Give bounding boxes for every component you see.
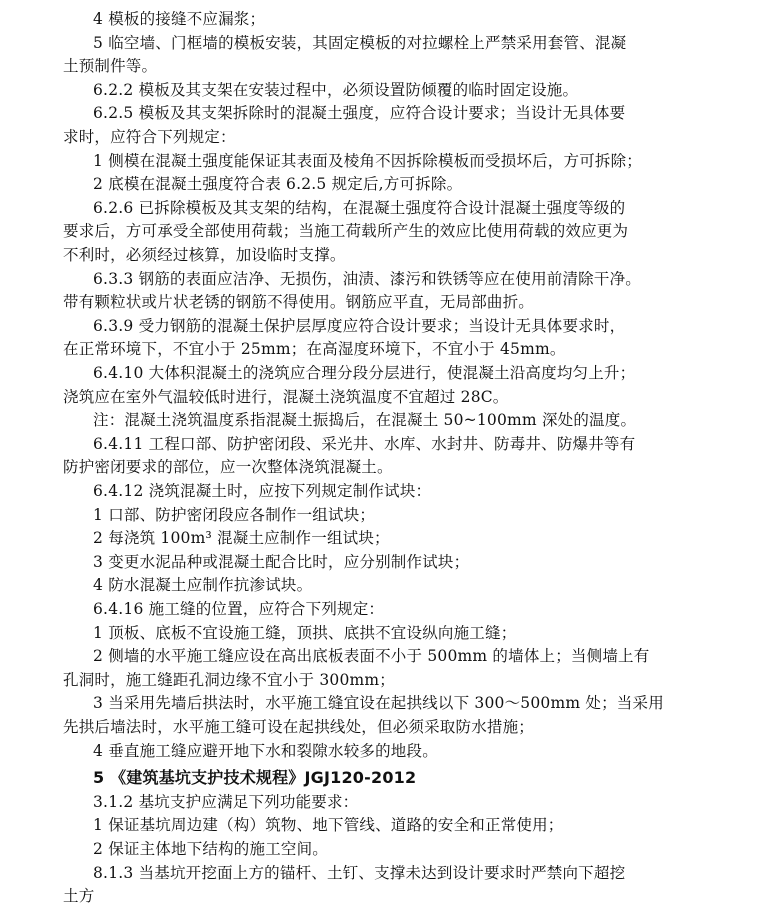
paragraph-line: 求时，应符合下列规定： [63, 128, 236, 146]
paragraph-line: 土预制件等。 [63, 57, 158, 76]
clause-6-2-2: 6.2.2 模板及其支架在安装过程中，必须设置防倾覆的临时固定设施。 [93, 80, 579, 99]
paragraph-line: 在正常环境下，不宜小于 25mm；在高湿度环境下，不宜小于 45mm。 [63, 340, 566, 359]
list-item: 3 当采用先墙后拱法时，水平施工缝宜设在起拱线以下 300～500mm 处；当采用 [93, 694, 664, 713]
clause-6-4-16: 6.4.16 施工缝的位置，应符合下列规定： [93, 600, 385, 618]
list-item: 1 顶板、底板不宜设施工缝，顶拱、底拱不宜设纵向施工缝； [93, 623, 517, 642]
list-item: 1 侧模在混凝土强度能保证其表面及棱角不因拆除模板而受损坏后，方可拆除； [93, 151, 642, 170]
clause-6-4-11: 6.4.11 工程口部、防护密闭段、采光井、水库、水封井、防毒井、防爆井等有 [93, 434, 636, 453]
list-item: 3 变更水泥品种或混凝土配合比时，应分别制作试块； [93, 552, 470, 571]
section-heading: 5 《建筑基坑支护技术规程》JGJ120-2012 [93, 768, 417, 788]
clause-6-3-3: 6.3.3 钢筋的表面应洁净、无损伤，油渍、漆污和铁锈等应在使用前清除干净。 [93, 269, 641, 288]
clause-6-4-10: 6.4.10 大体积混凝土的浇筑应合理分段分层进行，使混凝土沿高度均匀上升； [93, 364, 636, 382]
paragraph-line: 土方 [63, 887, 95, 906]
paragraph-line: 先拱后墙法时，水平施工缝可设在起拱线处，但必须采取防水措施； [63, 718, 535, 736]
clause-6-2-6: 6.2.6 已拆除模板及其支架的结构，在混凝土强度符合设计混凝土强度等级的 [93, 198, 626, 217]
paragraph-line: 浇筑应在室外气温较低时进行，混凝土浇筑温度不宜超过 28C。 [63, 387, 509, 406]
clause-6-2-5: 6.2.5 模板及其支架拆除时的混凝土强度，应符合设计要求；当设计无具体要 [93, 104, 626, 123]
paragraph-line: 带有颗粒状或片状老锈的钢筋不得使用。钢筋应平直，无局部曲折。 [63, 293, 535, 312]
paragraph-line: 不利时，必须经过核算，加设临时支撑。 [63, 246, 346, 264]
list-item: 4 垂直施工缝应避开地下水和裂隙水较多的地段。 [93, 741, 438, 760]
list-item: 2 侧墙的水平施工缝应设在高出底板表面不小于 500mm 的墙体上；当侧墙上有 [93, 647, 650, 666]
list-item: 2 每浇筑 100m³ 混凝土应制作一组试块； [93, 529, 390, 548]
list-item: 4 防水混凝土应制作抗渗试块。 [93, 576, 313, 595]
clause-8-1-3: 8.1.3 当基坑开挖面上方的锚杆、土钉、支撑未达到设计要求时严禁向下超挖 [93, 863, 626, 882]
paragraph-line: 孔洞时，施工缝距孔洞边缘不宜小于 300mm； [63, 670, 396, 689]
clause-3-1-2: 3.1.2 基坑支护应满足下列功能要求： [93, 792, 359, 811]
paragraph-line: 要求后，方可承受全部使用荷载；当施工荷载所产生的效应比使用荷载的效应更为 [63, 222, 629, 241]
note-line: 注：混凝土浇筑温度系指混凝土振捣后，在混凝土 50~100mm 深处的温度。 [93, 411, 637, 430]
paragraph-line: 防护密闭要求的部位，应一次整体浇筑混凝土。 [63, 458, 393, 477]
list-item: 4 模板的接缝不应漏浆； [93, 10, 266, 28]
list-item: 2 保证主体地下结构的施工空间。 [93, 840, 328, 858]
clause-6-4-12: 6.4.12 浇筑混凝土时，应按下列规定制作试块： [93, 482, 432, 500]
list-item: 1 保证基坑周边建（构）筑物、地下管线、道路的安全和正常使用； [93, 816, 564, 835]
list-item: 5 临空墙、门框墙的模板安装，其固定模板的对拉螺栓上严禁采用套管、混凝 [93, 33, 627, 52]
list-item: 1 口部、防护密闭段应各制作一组试块； [93, 505, 376, 524]
list-item: 2 底模在混凝土强度符合表 6.2.5 规定后,方可拆除。 [93, 175, 463, 194]
clause-6-3-9: 6.3.9 受力钢筋的混凝土保护层厚度应符合设计要求；当设计无具体要求时， [93, 316, 626, 335]
